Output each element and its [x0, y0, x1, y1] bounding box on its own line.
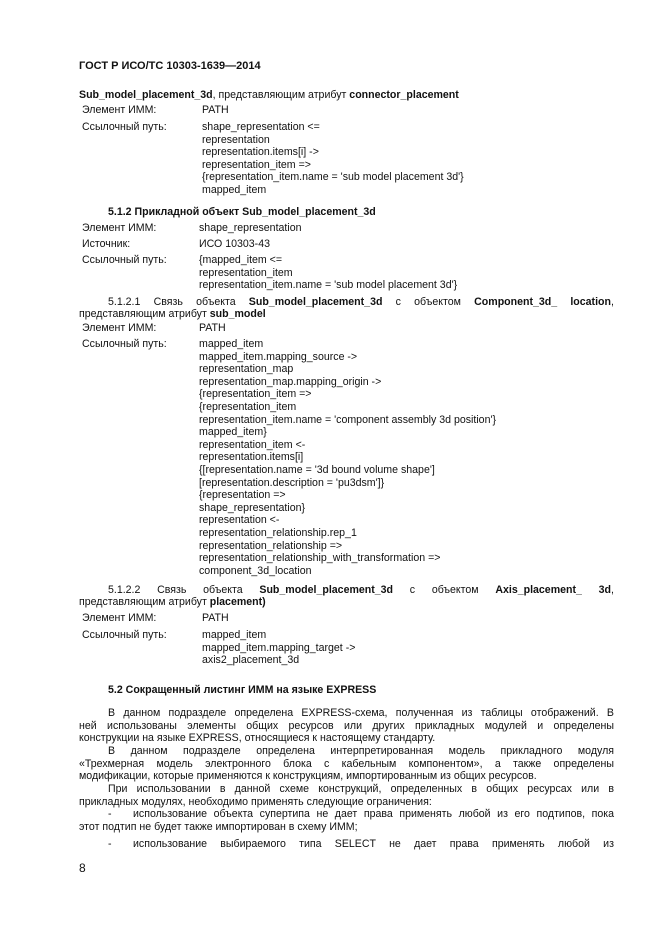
ref-line: representation_item <- — [199, 438, 306, 451]
target-entity: Axis_placement_ — [495, 584, 582, 596]
bullet-2 — [133, 838, 614, 851]
line-text: представляющим атрибут — [79, 308, 210, 320]
text-line: ней использованы элементы общих ресурсов или других прикладных модулей и определены — [79, 719, 614, 732]
source-entity: Sub_model_placement_3d — [248, 296, 383, 308]
word: использование — [133, 838, 208, 850]
ref-line: axis2_placement_3d — [202, 654, 300, 667]
word: объектом — [414, 296, 461, 308]
ref-line: representation_map — [199, 363, 294, 376]
block1-elem-label: Элемент ИММ: — [82, 104, 157, 116]
word: Связь — [157, 584, 187, 596]
word: не — [389, 838, 401, 850]
word: дает — [414, 838, 437, 850]
section-5121-line1 — [108, 296, 614, 309]
section-512-elem-label: Элемент ИММ: — [82, 222, 157, 234]
ref-line: {representation_item — [199, 400, 297, 413]
bullet-dash: - — [108, 838, 112, 850]
section-512-ref-path — [199, 254, 457, 292]
section-5122-ref-path — [202, 629, 355, 667]
target-entity-part: 3d — [598, 584, 612, 596]
text-line: прикладных модулях, необходимо применять следующие ограничения: — [79, 795, 432, 808]
ref-line: component_3d_location — [199, 564, 312, 577]
bullet-1 — [79, 808, 614, 833]
word: права — [449, 838, 479, 850]
line-text: представляющим атрибут — [79, 596, 210, 608]
text-line: этот подтип не будет также импортирован в схему ИММ; — [79, 820, 358, 833]
ref-line: mapped_item — [202, 183, 267, 196]
text-line: конструкции на языке EXPRESS, относящиеся к настоящему стандарту. — [79, 732, 436, 745]
section-512-source-label: Источник: — [82, 238, 131, 250]
word: применять — [491, 838, 545, 850]
comma: , — [611, 584, 614, 596]
section-5122-elem-value: PATH — [202, 612, 229, 624]
section-512-ref-label: Ссылочный путь: — [82, 254, 167, 266]
ref-line: representation — [202, 133, 270, 146]
ref-line: shape_representation <= — [202, 121, 320, 133]
word: с — [395, 296, 401, 308]
word: Связь — [153, 296, 183, 308]
word: объекта — [196, 296, 236, 308]
bullet-dash: - — [108, 808, 112, 820]
ref-line: {mapped_item <= — [199, 254, 283, 266]
word: с — [409, 584, 416, 596]
text-line: В данном подразделе определена интерпретированная модель прикладного модуля — [108, 745, 614, 757]
section-5122-line2 — [79, 596, 266, 609]
target-entity-tail — [570, 296, 614, 308]
ref-line: representation.items[i] -> — [202, 146, 319, 159]
target-entity-part: location — [570, 296, 611, 308]
ref-line: representation_relationship_with_transformation => — [199, 552, 441, 565]
ref-line: representation_item.name = 'component assembly 3d position'} — [199, 413, 497, 426]
ref-line: mapped_item.mapping_target -> — [202, 641, 356, 654]
section-number: 5.1.2.2 — [108, 584, 141, 596]
ref-line: mapped_item — [202, 629, 267, 641]
ref-line: {representation_item => — [199, 388, 312, 401]
ref-line: {representation_item.name = 'sub model placement 3d'} — [202, 171, 464, 184]
ref-line: mapped_item — [199, 338, 264, 350]
ref-line: mapped_item} — [199, 426, 267, 439]
word: SELECT — [334, 838, 376, 850]
word: объекта — [203, 584, 243, 596]
section-5121-elem-label: Элемент ИММ: — [82, 322, 157, 334]
text-line: модификации, которые применяются к конструкциям, импортированным из общих ресурсов. — [79, 770, 537, 783]
section-52-heading: 5.2 Сокращенный листинг ИММ на языке EXPRESS — [108, 684, 377, 696]
attribute-name: placement) — [209, 596, 266, 608]
ref-line: representation_item.name = 'sub model placement 3d'} — [199, 279, 458, 292]
block1-entity: Sub_model_placement_3d — [79, 89, 213, 101]
block1-elem-value: PATH — [202, 104, 229, 116]
section-52-paragraph-3 — [79, 783, 614, 808]
ref-line: {[representation.name = '3d bound volume shape'] — [199, 463, 435, 476]
section-512-source-value: ИСО 10303-43 — [199, 238, 270, 250]
text-line: В данном подразделе определена EXPRESS-схема, полученная из таблицы отображений. В — [108, 707, 614, 719]
block1-title-mid: , представляющим атрибут — [212, 89, 350, 101]
section-5122-line1 — [108, 584, 614, 597]
block1-attribute: connector_placement — [349, 89, 459, 101]
section-number: 5.1.2.1 — [108, 296, 141, 308]
ref-line: representation_relationship.rep_1 — [199, 526, 357, 539]
ref-line: representation <- — [199, 514, 280, 527]
word: типа — [299, 838, 322, 850]
text-line: «Трехмерная модель электронного блока с кабельным компонентом», а также определены — [79, 757, 614, 770]
section-5121-ref-path — [199, 338, 496, 577]
block1-ref-path — [202, 121, 464, 197]
section-52-paragraph-1 — [79, 707, 614, 745]
section-5121-line2 — [79, 308, 266, 321]
source-entity: Sub_model_placement_3d — [259, 584, 394, 596]
ref-line: representation_relationship => — [199, 539, 343, 552]
word: объектом — [431, 584, 479, 596]
text-line: При использовании в данной схеме конструкций, определенных в общих ресурсах или в — [108, 783, 614, 795]
document-code: ГОСТ Р ИСО/ТС 10303-1639—2014 — [79, 60, 261, 72]
ref-line: shape_representation} — [199, 501, 306, 514]
comma: , — [610, 296, 614, 308]
section-512-heading: 5.1.2 Прикладной объект Sub_model_placement_3d — [108, 206, 376, 218]
word: выбираемого — [220, 838, 286, 850]
ref-line: representation.items[i] — [199, 451, 304, 464]
ref-line: representation_item — [199, 266, 293, 279]
section-512-elem-value: shape_representation — [199, 222, 302, 234]
ref-line: mapped_item.mapping_source -> — [199, 350, 358, 363]
page-number: 8 — [79, 861, 86, 875]
section-52-paragraph-2 — [79, 745, 614, 783]
ref-line: representation_item => — [202, 158, 311, 171]
target-entity: Component_3d_ — [474, 296, 558, 308]
attribute-name: sub_model — [209, 308, 266, 320]
section-5122-ref-label: Ссылочный путь: — [82, 629, 167, 641]
word: из — [603, 838, 614, 850]
block1-title — [79, 89, 459, 102]
section-5121-ref-label: Ссылочный путь: — [82, 338, 167, 350]
target-entity-tail — [599, 584, 614, 596]
section-5122-elem-label: Элемент ИММ: — [82, 612, 157, 624]
ref-line: representation_map.mapping_origin -> — [199, 375, 382, 388]
section-5121-elem-value: PATH — [199, 322, 226, 334]
ref-line: {representation => — [199, 489, 286, 502]
text-line: использование объекта супертипа не дает права применять любой из его подтипов, пока — [133, 808, 614, 820]
word: любой — [557, 838, 590, 850]
ref-line: [representation.description = 'pu3dsm']} — [199, 476, 385, 489]
block1-ref-label: Ссылочный путь: — [82, 121, 167, 133]
